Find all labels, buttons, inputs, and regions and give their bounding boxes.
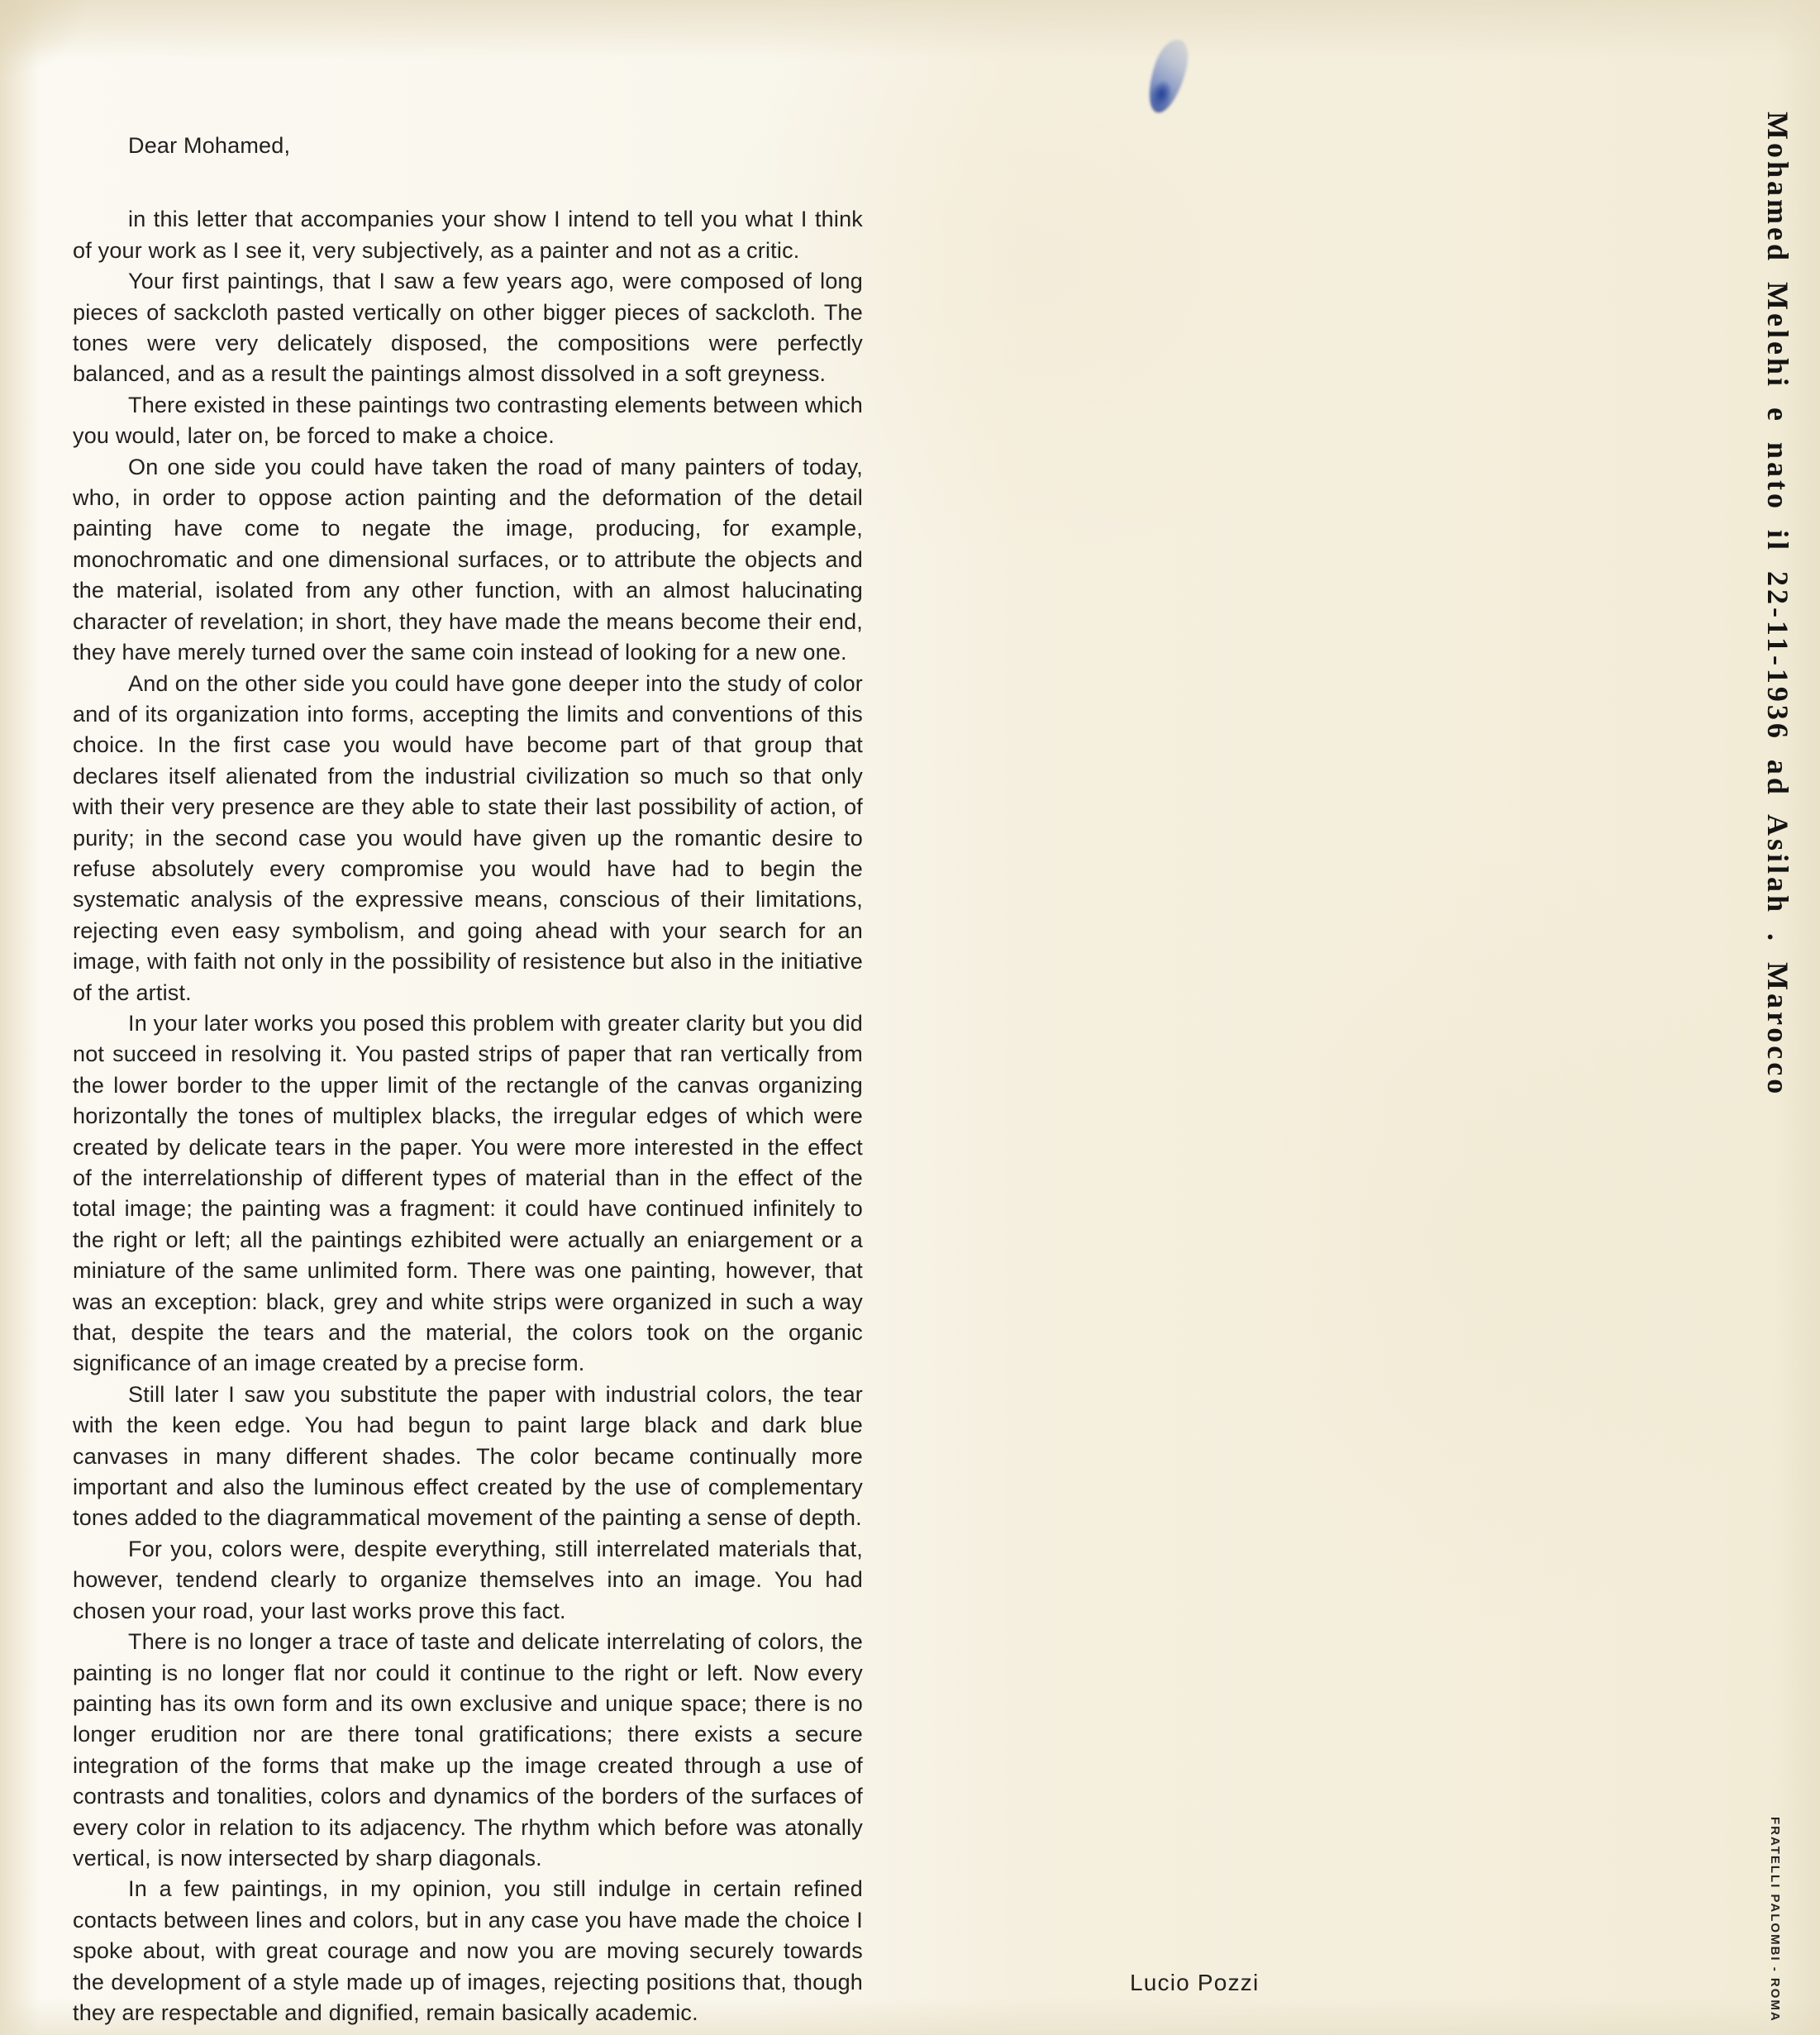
- letter-paragraph: And on the other side you could have gone deeper into the study of color and of its organization into forms, accepting the limits and conventions of this choice. In the first case you would have become part of that group that declares itself alienated from the industrial civilization so much so that only with their very presence are they able to state their last possibility of action, of purity; in the second case you would have given up the romantic desire to refuse absolutely every compromise you would have had to begin the systematic analysis of the expressive means, conscious of their limitations, rejecting even easy symbolism, and going ahead with your search for an image, with faith not only in the possibility of resistence but also in the initiative of the artist.: [73, 670, 863, 1005]
- margin-printer-credit: FRATELLI PALOMBI - ROMA: [1768, 1817, 1782, 2023]
- letter-signature: Lucio Pozzi: [1130, 1970, 1260, 1995]
- letter-paragraph: There is no longer a trace of taste and delicate interrelating of colors, the painting is no longer flat nor could it continue to the right or left. Now every painting has its own form and its own exclusive and unique space; there is no longer erudition nor are there tonal gratifications; there exists a secure integration of the forms that make up the image created through a use of contrasts and tonalities, colors and dynamics of the borders of the surfaces of every color in relation to its adjacency. The rhythm which before was atonally vertical, is now intersected by sharp diagonals.: [73, 1629, 863, 1871]
- letter-paragraph: In your later works you posed this problem with greater clarity but you did not succeed in resolving it. You pasted strips of paper that ran vertically from the lower border to the upper limit of the rectangle of the canvas organizing horizontally the tones of multiplex blacks, the irregular edges of which were created by delicate tears in the paper. You were more interested in the effect of the interrelationship of different types of material than in the effect of the total image; the painting was a fragment: it could have continued infinitely to the right or left; all the paintings ezhibited were actually an eniargement or a miniature of the same unlimited form. There was one painting, however, that was an exception: black, grey and white strips were organized in such a way that, despite the tears and the material, the colors took on the organic significance of an image created by a precise form.: [73, 1010, 863, 1376]
- letter-body: [73, 131, 863, 2028]
- margin-artist-birth-note: Mohamed Melehi e nato il 22-11-1936 ad Asilah . Marocco: [1761, 112, 1794, 1098]
- letter-paragraph: There existed in these paintings two contrasting elements between which you would, later on, be forced to make a choice.: [73, 392, 863, 449]
- letter-salutation: Dear Mohamed,: [128, 133, 291, 158]
- letter-paragraph: On one side you could have taken the road of many painters of today, who, in order to oppose action painting and the deformation of the detail painting have come to negate the image, producing, for example, monochromatic and one dimensional surfaces, or to attribute the objects and the material, isolated from any other function, with an almost halucinating character of revelation; in short, they have made the means become their end, they have merely turned over the same coin instead of looking for a new one.: [73, 454, 863, 665]
- blue-ink-smudge: [1141, 35, 1193, 117]
- letter-paragraph: In a few paintings, in my opinion, you still indulge in certain refined contacts between lines and colors, but in any case you have made the choice I spoke about, with great courage and now you are moving securely towards the development of a style made up of images, rejecting positions that, though they are respectable and dignified, remain basically academic.: [73, 1876, 863, 2025]
- letter-paragraph: in this letter that accompanies your show I intend to tell you what I think of your work as I see it, very subjectively, as a painter and not as a critic.: [73, 207, 863, 263]
- letter-paragraph: Still later I saw you substitute the paper with industrial colors, the tear with the keen edge. You had begun to paint large black and dark blue canvases in many different shades. The color became continually more important and also the luminous effect created by the use of complementary tones added to the diagrammatical movement of the painting a sense of depth.: [73, 1381, 863, 1531]
- letter-paragraph: Your first paintings, that I saw a few years ago, were composed of long pieces of sackcloth pasted vertically on other bigger pieces of sackcloth. The tones were very delicately disposed, the compositions were perfectly balanced, and as a result the paintings almost dissolved in a soft greyness.: [73, 269, 863, 387]
- letter-paragraph: For you, colors were, despite everything, still interrelated materials that, however, tendend clearly to organize themselves into an image. You had chosen your road, your last works prove this fact.: [73, 1536, 863, 1623]
- blue-ink-smudge-core: [1148, 78, 1175, 111]
